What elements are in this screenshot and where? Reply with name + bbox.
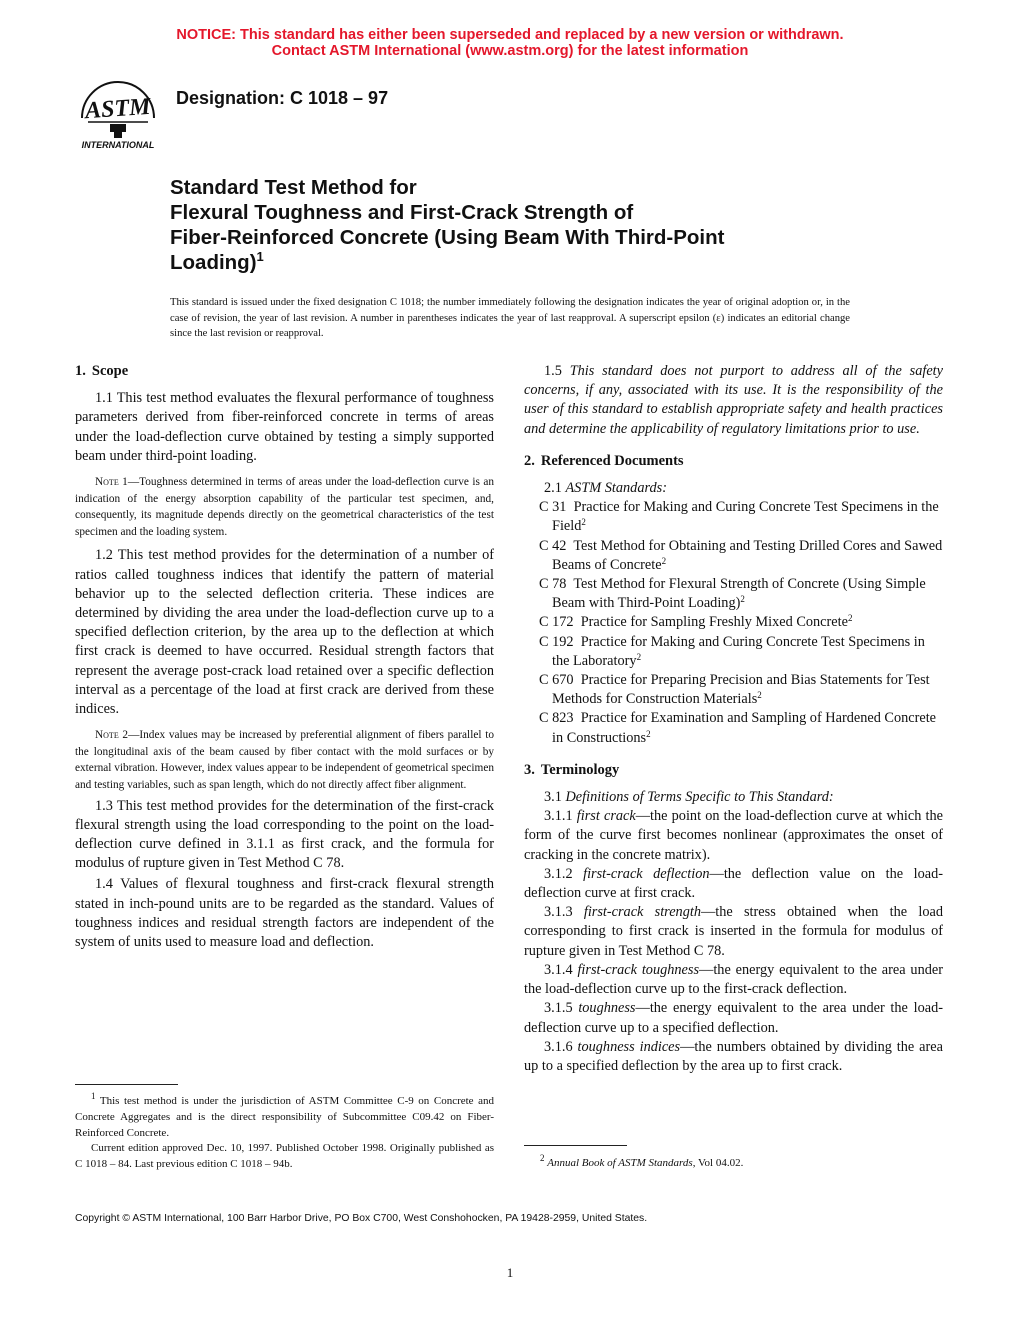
definition-first-crack-strength: 3.1.3 first-crack strength—the stress obtained when the load corresponding to first crack is inserted in the formula for modulus of rupture given in Test Method C 78.: [524, 904, 944, 959]
note-2: Note 2—Index values may be increased by preferential alignment of fibers parallel to the longitudinal axis of the beam caused by fiber contact with the mold surfaces or by external vibration. However, index values appear to be independent of geometrical specimen and testing variables, such as span length, which do not directly affect fiber alignment.: [75, 729, 494, 791]
section-heading-terminology: 3. Terminology: [524, 761, 620, 778]
subsection-2-1: 2.1 ASTM Standards:: [544, 480, 667, 497]
definition-first-crack: 3.1.1 first crack—the point on the load-deflection curve at which the form of the curve first becomes nonlinear (approximates the onset of cracking in the concrete matrix).: [524, 808, 943, 863]
title-line-2: Flexural Toughness and First-Crack Strength of: [170, 201, 634, 224]
section-heading-scope: 1. Scope: [75, 363, 129, 379]
withdrawal-notice: [0, 27, 1020, 59]
paragraph-1-5: 1.5 This standard does not purport to address all of the safety concerns, if any, associated with its use. It is the responsibility of the user of this standard to establish appropriate safety and health practices and determine the applicability of regulatory limitations prior to use.: [524, 363, 943, 437]
page-number: 1: [506, 1265, 514, 1280]
notice-line-2: Contact ASTM International (www.astm.org) for the latest information: [271, 43, 749, 59]
note-1: Note 1—Toughness determined in terms of areas under the load-deflection curve is an indication of the energy absorption capability of the particular test specimen, and, consequently, its magnitude depends directly on the geometrical characteristics of the test specimen and the loading system.: [75, 476, 494, 538]
subsection-3-1: 3.1 Definitions of Terms Specific to This Standard:: [544, 789, 834, 806]
section-heading-referenced-documents: 2. Referenced Documents: [524, 452, 684, 469]
footnote-rule-right: [524, 1145, 627, 1146]
reference-item: C 670 Practice for Preparing Precision and Bias Statements for Test Methods for Construction Materials$^2$: [539, 672, 930, 708]
left-column: [75, 362, 494, 952]
footnote-rule-left: [75, 1084, 178, 1085]
title-line-1: Standard Test Method for: [170, 176, 417, 199]
reference-item: C 31 Practice for Making and Curing Concrete Test Specimens in the Field$^2$: [539, 499, 939, 535]
right-column: [524, 362, 943, 1076]
document-title: [170, 175, 870, 275]
designation: Designation: C 1018 – 97: [176, 88, 389, 108]
title-line-4: Loading): [170, 251, 257, 274]
title-line-3: Fiber-Reinforced Concrete (Using Beam With Third-Point: [170, 226, 725, 249]
definition-toughness: 3.1.5 toughness—the energy equivalent to the area under the load-deflection curve up to a specified deflection.: [524, 1000, 943, 1036]
reference-item: C 78 Test Method for Flexural Strength of Concrete (Using Simple Beam with Third-Point Loading)$^2$: [539, 576, 926, 612]
reference-item: C 42 Test Method for Obtaining and Testing Drilled Cores and Sawed Beams of Concrete$^2$: [539, 537, 943, 573]
title-footnote-mark: 1: [256, 249, 264, 264]
astm-logo: [74, 72, 162, 152]
logo-subtext: INTERNATIONAL: [81, 140, 155, 150]
footnote-2: $^2$ Annual Book of ASTM Standards, Vol 04.02.: [540, 1153, 744, 1169]
footnote-1: $^1$ This test method is under the jurisdiction of ASTM Committee C-9 on Concrete and Concrete Aggregates and is the direct responsibility of Subcommittee C09.42 on Fiber-Reinforced Concrete. Current edition approved Dec. 10, 1997. Published October 1998. Originally published as C 1018 – 84. Last previous edition C 1018 – 94b.: [75, 1091, 494, 1171]
copyright: Copyright © ASTM International, 100 Barr Harbor Drive, PO Box C700, West Conshohocken, PA 19428-2959, United States.: [75, 1213, 648, 1224]
definition-toughness-indices: 3.1.6 toughness indices—the numbers obtained by dividing the area up to a specified deflection by the area up to first crack.: [524, 1038, 943, 1074]
paragraph-1-1: 1.1 This test method evaluates the flexural performance of toughness parameters derived from fiber-reinforced concrete in terms of areas under the load-deflection curve obtained by testing a simply supported beam under third-point loading.: [75, 390, 494, 464]
logo-text: ASTM: [84, 93, 152, 125]
reference-item: C 823 Practice for Examination and Sampling of Hardened Concrete in Constructions$^2$: [539, 710, 937, 746]
definition-first-crack-deflection: 3.1.2 first-crack deflection—the deflection value on the load-deflection curve at first crack.: [524, 865, 943, 902]
reference-list: [524, 498, 943, 748]
paragraph-1-3: 1.3 This test method provides for the determination of the first-crack flexural strength using the load corresponding to the point on the load-deflection curve defined in 3.1.1 as first crack, and the formula for modulus of rupture given in Test Method C 78.: [75, 797, 494, 872]
definition-first-crack-toughness: 3.1.4 first-crack toughness—the energy equivalent to the area under the load-deflection curve up to the first-crack deflection.: [524, 961, 943, 998]
reference-item: C 172 Practice for Sampling Freshly Mixed Concrete$^2$: [539, 613, 853, 631]
issuance-statement: This standard is issued under the fixed designation C 1018; the number immediately following the designation indicates the year of original adoption or, in the case of revision, the year of last revision. A number in parentheses indicates the year of last reapproval. A superscript epsilon (ε) indicates an editorial change since the last revision or reapproval.: [170, 297, 850, 339]
paragraph-1-2: 1.2 This test method provides for the determination of a number of ratios called toughness indices that identify the pattern of material behavior up to the selected deflection criteria. These indices are determined by dividing the area under the load-deflection curve up to a specified deflection criterion, by the area up to the deflection at which first crack is deemed to have occurred. Residual strength factors that represent the average post-crack load retained over a specific deflection interval as a percentage of the load at first crack are derived from these indices.: [75, 547, 494, 718]
notice-line-1: NOTICE: This standard has either been superseded and replaced by a new version or withdrawn.: [176, 27, 844, 43]
paragraph-1-4: 1.4 Values of flexural toughness and first-crack flexural strength stated in inch-pound units are to be regarded as the standard. Values of toughness indices and residual strength factors are independent of the system of units used to measure load and deflection.: [75, 876, 494, 951]
reference-item: C 192 Practice for Making and Curing Concrete Test Specimens in the Laboratory$^2$: [539, 633, 925, 669]
